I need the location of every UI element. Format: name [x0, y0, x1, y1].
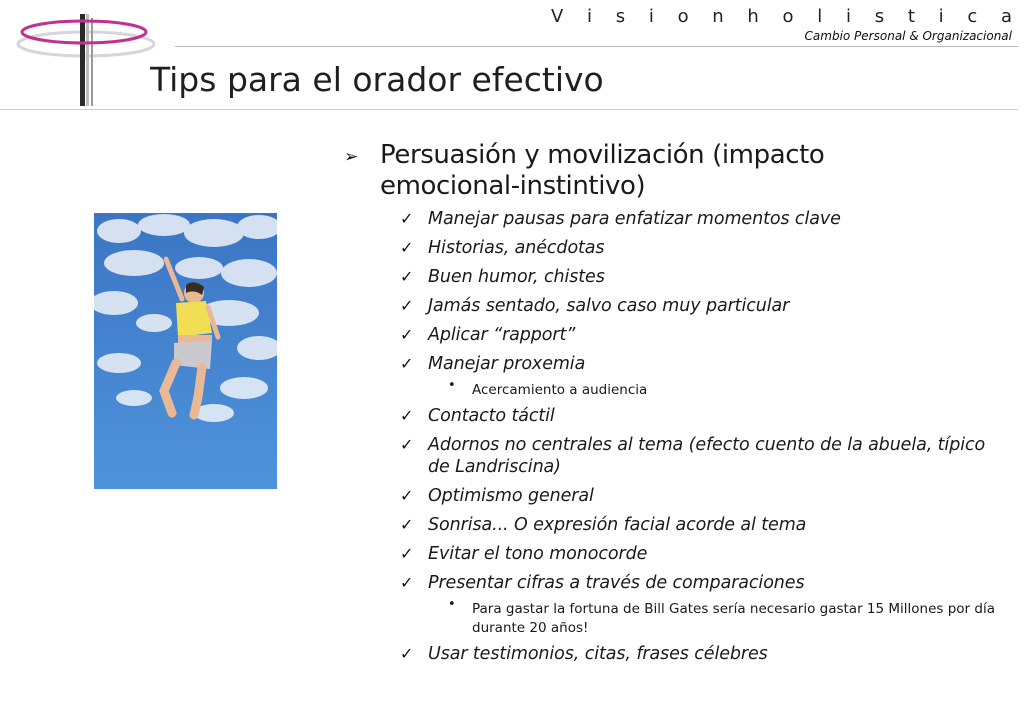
jumping-woman-photo: [94, 213, 277, 489]
sub-list-item-text: Para gastar la fortuna de Bill Gates sería necesario gastar 15 Millones por día durante 20 años!: [472, 601, 995, 636]
checkmark-icon: ✓: [400, 238, 414, 257]
checkmark-icon: ✓: [400, 515, 414, 534]
list-item: [340, 324, 1010, 346]
list-item: [340, 434, 1010, 478]
list-item-text: Evitar el tono monocorde: [428, 544, 648, 564]
list-item: [340, 485, 1010, 507]
checkmark-icon: ✓: [400, 296, 414, 315]
sub-list: [428, 379, 1010, 398]
list-item: [340, 237, 1010, 259]
checkmark-icon: ✓: [400, 544, 414, 563]
list-item-text: Usar testimonios, citas, frases célebres: [428, 644, 768, 664]
list-item-text: Jamás sentado, salvo caso muy particular: [428, 296, 790, 316]
list-item-text: Manejar proxemia: [428, 354, 586, 374]
list-item-text: Manejar pausas para enfatizar momentos clave: [428, 209, 841, 229]
slide-content: [340, 140, 1010, 672]
section-heading-line-2: emocional-instintivo): [380, 171, 646, 201]
list-item-text: Optimismo general: [428, 486, 594, 506]
checkmark-icon: ✓: [400, 325, 414, 344]
brand-name: V i s i o n h o l i s t i c a: [550, 6, 1021, 27]
section-persuasion: [340, 140, 1010, 202]
header-divider: [175, 46, 1018, 47]
checkmark-icon: ✓: [400, 486, 414, 505]
list-item: [340, 295, 1010, 317]
checkmark-icon: ✓: [400, 573, 414, 592]
list-item-text: Adornos no centrales al tema (efecto cuento de la abuela, típico de Landriscina): [428, 435, 986, 477]
section-heading: [380, 140, 1010, 202]
sub-list-item-text: Acercamiento a audiencia: [472, 382, 648, 398]
list-item: [340, 572, 1010, 636]
list-item: [340, 643, 1010, 665]
bullet-dot-icon: •: [448, 378, 456, 393]
sub-list: [428, 598, 1010, 636]
list-item: [340, 514, 1010, 536]
bullet-dot-icon: •: [448, 597, 456, 612]
list-item: [340, 266, 1010, 288]
arrowhead-icon: ➢: [344, 147, 359, 167]
brand-block: [550, 6, 1021, 43]
title-divider: [0, 109, 1018, 110]
section-heading-line-1: Persuasión y movilización (impacto: [380, 140, 825, 170]
checkmark-icon: ✓: [400, 435, 414, 454]
checkmark-icon: ✓: [400, 209, 414, 228]
sub-list-item: [428, 598, 1010, 636]
brand-tagline: Cambio Personal & Organizacional: [804, 29, 1012, 43]
list-item: [340, 353, 1010, 398]
list-item: [340, 208, 1010, 230]
checkmark-icon: ✓: [400, 644, 414, 663]
sub-list-item: [428, 379, 1010, 398]
list-item-text: Historias, anécdotas: [428, 238, 605, 258]
list-item: [340, 405, 1010, 427]
checklist: [340, 208, 1010, 665]
checkmark-icon: ✓: [400, 354, 414, 373]
list-item: [340, 543, 1010, 565]
checkmark-icon: ✓: [400, 406, 414, 425]
list-item-text: Buen humor, chistes: [428, 267, 605, 287]
checkmark-icon: ✓: [400, 267, 414, 286]
list-item-text: Presentar cifras a través de comparaciones: [428, 573, 805, 593]
list-item-text: Aplicar “rapport”: [428, 325, 576, 345]
list-item-text: Contacto táctil: [428, 406, 555, 426]
list-item-text: Sonrisa... O expresión facial acorde al tema: [428, 515, 807, 535]
slide-title: Tips para el orador efectivo: [150, 60, 604, 99]
